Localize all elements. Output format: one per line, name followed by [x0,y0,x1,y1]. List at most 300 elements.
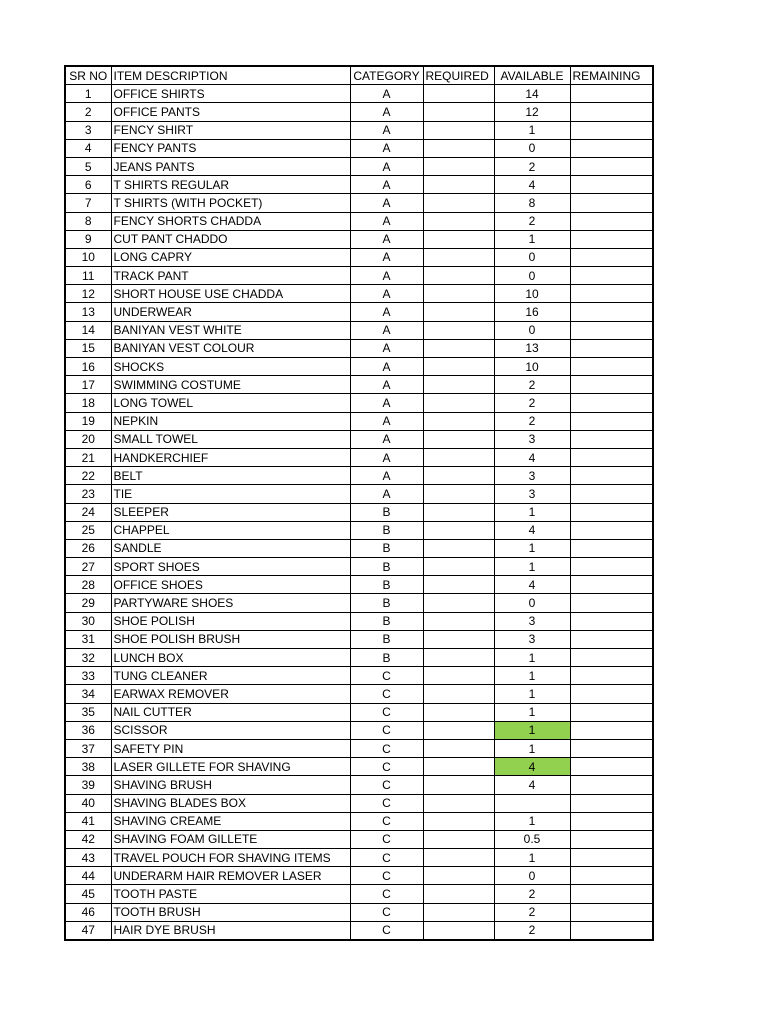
cell-sr-no[interactable]: 21 [65,448,111,466]
cell-available[interactable]: 14 [494,85,570,103]
cell-sr-no[interactable]: 25 [65,521,111,539]
cell-remaining[interactable] [570,794,653,812]
cell-category[interactable]: C [350,758,423,776]
cell-category[interactable]: A [350,430,423,448]
cell-item-description[interactable]: CHAPPEL [111,521,350,539]
cell-item-description[interactable]: TRACK PANT [111,267,350,285]
cell-remaining[interactable] [570,576,653,594]
cell-sr-no[interactable]: 40 [65,794,111,812]
cell-available[interactable]: 2 [494,903,570,921]
cell-sr-no[interactable]: 35 [65,703,111,721]
cell-remaining[interactable] [570,758,653,776]
cell-sr-no[interactable]: 22 [65,467,111,485]
cell-remaining[interactable] [570,849,653,867]
cell-item-description[interactable]: UNDERWEAR [111,303,350,321]
cell-remaining[interactable] [570,139,653,157]
cell-available[interactable]: 1 [494,558,570,576]
cell-remaining[interactable] [570,230,653,248]
cell-required[interactable] [423,394,494,412]
cell-category[interactable]: C [350,685,423,703]
cell-sr-no[interactable]: 8 [65,212,111,230]
cell-required[interactable] [423,467,494,485]
cell-required[interactable] [423,358,494,376]
cell-category[interactable]: C [350,739,423,757]
cell-required[interactable] [423,612,494,630]
cell-remaining[interactable] [570,303,653,321]
cell-item-description[interactable]: SWIMMING COSTUME [111,376,350,394]
cell-remaining[interactable] [570,194,653,212]
cell-available[interactable]: 3 [494,485,570,503]
cell-required[interactable] [423,176,494,194]
header-sr-no[interactable]: SR NO [65,66,111,85]
cell-required[interactable] [423,339,494,357]
cell-category[interactable]: C [350,794,423,812]
cell-remaining[interactable] [570,248,653,266]
cell-item-description[interactable]: SANDLE [111,539,350,557]
cell-available[interactable]: 2 [494,394,570,412]
cell-available[interactable]: 0 [494,139,570,157]
cell-item-description[interactable]: BANIYAN VEST COLOUR [111,339,350,357]
cell-required[interactable] [423,103,494,121]
header-row [65,66,653,85]
cell-available[interactable]: 3 [494,430,570,448]
cell-sr-no[interactable]: 15 [65,339,111,357]
cell-available[interactable]: 0 [494,321,570,339]
cell-item-description[interactable]: OFFICE SHIRTS [111,85,350,103]
cell-item-description[interactable]: SHOCKS [111,358,350,376]
cell-remaining[interactable] [570,739,653,757]
cell-available[interactable]: 3 [494,612,570,630]
cell-sr-no[interactable]: 11 [65,267,111,285]
cell-required[interactable] [423,376,494,394]
cell-item-description[interactable]: UNDERARM HAIR REMOVER LASER [111,867,350,885]
cell-sr-no[interactable]: 30 [65,612,111,630]
cell-available[interactable]: 1 [494,812,570,830]
cell-item-description[interactable]: SHAVING FOAM GILLETE [111,830,350,848]
cell-item-description[interactable]: FENCY SHIRT [111,121,350,139]
cell-available[interactable]: 10 [494,285,570,303]
cell-item-description[interactable]: EARWAX REMOVER [111,685,350,703]
cell-category[interactable]: A [350,103,423,121]
cell-category[interactable]: B [350,630,423,648]
cell-remaining[interactable] [570,885,653,903]
cell-remaining[interactable] [570,176,653,194]
cell-available[interactable]: 1 [494,721,570,739]
cell-remaining[interactable] [570,594,653,612]
cell-item-description[interactable]: NAIL CUTTER [111,703,350,721]
cell-required[interactable] [423,539,494,557]
cell-required[interactable] [423,921,494,940]
cell-remaining[interactable] [570,212,653,230]
cell-remaining[interactable] [570,430,653,448]
cell-available[interactable]: 1 [494,539,570,557]
cell-category[interactable]: A [350,176,423,194]
cell-available[interactable] [494,794,570,812]
header-category[interactable]: CATEGORY [350,66,423,85]
cell-sr-no[interactable]: 36 [65,721,111,739]
cell-remaining[interactable] [570,376,653,394]
cell-item-description[interactable]: SCISSOR [111,721,350,739]
cell-available[interactable]: 2 [494,376,570,394]
cell-required[interactable] [423,230,494,248]
cell-item-description[interactable]: JEANS PANTS [111,157,350,175]
cell-item-description[interactable]: LONG CAPRY [111,248,350,266]
cell-sr-no[interactable]: 12 [65,285,111,303]
cell-sr-no[interactable]: 19 [65,412,111,430]
cell-available[interactable]: 1 [494,703,570,721]
cell-remaining[interactable] [570,267,653,285]
cell-sr-no[interactable]: 41 [65,812,111,830]
cell-remaining[interactable] [570,776,653,794]
cell-item-description[interactable]: TRAVEL POUCH FOR SHAVING ITEMS [111,849,350,867]
cell-required[interactable] [423,248,494,266]
cell-category[interactable]: A [350,194,423,212]
cell-available[interactable]: 1 [494,649,570,667]
cell-required[interactable] [423,503,494,521]
cell-item-description[interactable]: NEPKIN [111,412,350,430]
cell-available[interactable]: 0 [494,248,570,266]
cell-required[interactable] [423,321,494,339]
cell-item-description[interactable]: TUNG CLEANER [111,667,350,685]
cell-item-description[interactable]: SHOE POLISH BRUSH [111,630,350,648]
cell-item-description[interactable]: HAIR DYE BRUSH [111,921,350,940]
cell-remaining[interactable] [570,85,653,103]
table-row [65,376,653,394]
cell-category[interactable]: A [350,485,423,503]
cell-sr-no[interactable]: 2 [65,103,111,121]
cell-item-description[interactable]: T SHIRTS (WITH POCKET) [111,194,350,212]
cell-sr-no[interactable]: 6 [65,176,111,194]
cell-category[interactable]: B [350,649,423,667]
header-remaining[interactable]: REMAINING [570,66,653,85]
cell-available[interactable]: 0 [494,867,570,885]
table-row [65,558,653,576]
cell-required[interactable] [423,576,494,594]
cell-sr-no[interactable]: 24 [65,503,111,521]
cell-required[interactable] [423,849,494,867]
table-row [65,885,653,903]
cell-item-description[interactable]: TOOTH PASTE [111,885,350,903]
cell-remaining[interactable] [570,612,653,630]
cell-available[interactable]: 13 [494,339,570,357]
cell-category[interactable]: C [350,903,423,921]
cell-remaining[interactable] [570,467,653,485]
cell-required[interactable] [423,303,494,321]
cell-category[interactable]: B [350,503,423,521]
cell-available[interactable]: 1 [494,685,570,703]
cell-sr-no[interactable]: 13 [65,303,111,321]
cell-sr-no[interactable]: 5 [65,157,111,175]
table-row [65,776,653,794]
cell-category[interactable]: A [350,285,423,303]
cell-category[interactable]: A [350,321,423,339]
cell-sr-no[interactable]: 29 [65,594,111,612]
cell-available[interactable]: 4 [494,448,570,466]
cell-category[interactable]: A [350,394,423,412]
cell-item-description[interactable]: CUT PANT CHADDO [111,230,350,248]
cell-item-description[interactable]: SHAVING BRUSH [111,776,350,794]
cell-category[interactable]: A [350,376,423,394]
table-row [65,448,653,466]
cell-remaining[interactable] [570,321,653,339]
cell-remaining[interactable] [570,921,653,940]
cell-sr-no[interactable]: 46 [65,903,111,921]
cell-sr-no[interactable]: 28 [65,576,111,594]
cell-available[interactable]: 1 [494,503,570,521]
cell-category[interactable]: A [350,339,423,357]
cell-available[interactable]: 2 [494,412,570,430]
cell-sr-no[interactable]: 45 [65,885,111,903]
cell-sr-no[interactable]: 27 [65,558,111,576]
cell-category[interactable]: A [350,139,423,157]
cell-remaining[interactable] [570,703,653,721]
table-row [65,630,653,648]
cell-required[interactable] [423,703,494,721]
cell-required[interactable] [423,212,494,230]
cell-remaining[interactable] [570,485,653,503]
cell-category[interactable]: A [350,85,423,103]
cell-required[interactable] [423,903,494,921]
header-item-description[interactable]: ITEM DESCRIPTION [111,66,350,85]
cell-category[interactable]: B [350,594,423,612]
cell-sr-no[interactable]: 33 [65,667,111,685]
cell-category[interactable]: C [350,849,423,867]
cell-required[interactable] [423,558,494,576]
cell-item-description[interactable]: SHAVING CREAME [111,812,350,830]
cell-category[interactable]: A [350,248,423,266]
cell-available[interactable]: 4 [494,576,570,594]
cell-sr-no[interactable]: 10 [65,248,111,266]
cell-required[interactable] [423,194,494,212]
cell-remaining[interactable] [570,412,653,430]
table-row [65,649,653,667]
cell-required[interactable] [423,85,494,103]
cell-sr-no[interactable]: 44 [65,867,111,885]
cell-sr-no[interactable]: 23 [65,485,111,503]
cell-item-description[interactable]: LASER GILLETE FOR SHAVING [111,758,350,776]
cell-category[interactable]: A [350,212,423,230]
cell-category[interactable]: B [350,576,423,594]
cell-item-description[interactable]: SMALL TOWEL [111,430,350,448]
cell-sr-no[interactable]: 37 [65,739,111,757]
cell-item-description[interactable]: LUNCH BOX [111,649,350,667]
cell-required[interactable] [423,649,494,667]
cell-category[interactable]: A [350,303,423,321]
cell-required[interactable] [423,121,494,139]
cell-item-description[interactable]: TOOTH BRUSH [111,903,350,921]
cell-sr-no[interactable]: 47 [65,921,111,940]
cell-required[interactable] [423,430,494,448]
cell-sr-no[interactable]: 16 [65,358,111,376]
cell-category[interactable]: C [350,830,423,848]
cell-required[interactable] [423,139,494,157]
cell-remaining[interactable] [570,667,653,685]
cell-available[interactable]: 2 [494,885,570,903]
cell-remaining[interactable] [570,157,653,175]
cell-category[interactable]: C [350,776,423,794]
cell-category[interactable]: C [350,721,423,739]
cell-remaining[interactable] [570,830,653,848]
cell-item-description[interactable]: LONG TOWEL [111,394,350,412]
cell-sr-no[interactable]: 1 [65,85,111,103]
cell-sr-no[interactable]: 20 [65,430,111,448]
cell-sr-no[interactable]: 18 [65,394,111,412]
cell-item-description[interactable]: BANIYAN VEST WHITE [111,321,350,339]
cell-remaining[interactable] [570,103,653,121]
cell-required[interactable] [423,739,494,757]
cell-item-description[interactable]: SAFETY PIN [111,739,350,757]
cell-available[interactable]: 4 [494,776,570,794]
cell-category[interactable]: A [350,467,423,485]
cell-item-description[interactable]: FENCY SHORTS CHADDA [111,212,350,230]
cell-sr-no[interactable]: 38 [65,758,111,776]
cell-category[interactable]: A [350,230,423,248]
cell-sr-no[interactable]: 17 [65,376,111,394]
cell-remaining[interactable] [570,630,653,648]
cell-available[interactable]: 2 [494,157,570,175]
cell-required[interactable] [423,685,494,703]
cell-required[interactable] [423,594,494,612]
cell-item-description[interactable]: PARTYWARE SHOES [111,594,350,612]
cell-item-description[interactable]: TIE [111,485,350,503]
cell-sr-no[interactable]: 31 [65,630,111,648]
cell-required[interactable] [423,830,494,848]
cell-available[interactable]: 3 [494,467,570,485]
cell-available[interactable]: 4 [494,521,570,539]
cell-item-description[interactable]: T SHIRTS REGULAR [111,176,350,194]
cell-available[interactable]: 1 [494,230,570,248]
cell-available[interactable]: 16 [494,303,570,321]
cell-required[interactable] [423,267,494,285]
cell-category[interactable]: B [350,612,423,630]
cell-item-description[interactable]: SLEEPER [111,503,350,521]
cell-required[interactable] [423,885,494,903]
table-row [65,303,653,321]
cell-available[interactable]: 1 [494,121,570,139]
cell-sr-no[interactable]: 9 [65,230,111,248]
cell-category[interactable]: B [350,539,423,557]
cell-remaining[interactable] [570,539,653,557]
cell-category[interactable]: A [350,267,423,285]
cell-item-description[interactable]: FENCY PANTS [111,139,350,157]
cell-required[interactable] [423,867,494,885]
cell-remaining[interactable] [570,685,653,703]
cell-sr-no[interactable]: 32 [65,649,111,667]
cell-category[interactable]: B [350,558,423,576]
cell-item-description[interactable]: HANDKERCHIEF [111,448,350,466]
cell-required[interactable] [423,630,494,648]
cell-category[interactable]: C [350,921,423,940]
cell-available[interactable]: 8 [494,194,570,212]
table-row [65,103,653,121]
cell-required[interactable] [423,758,494,776]
cell-category[interactable]: C [350,867,423,885]
cell-available[interactable]: 1 [494,739,570,757]
cell-required[interactable] [423,521,494,539]
cell-category[interactable]: A [350,121,423,139]
cell-category[interactable]: C [350,812,423,830]
cell-remaining[interactable] [570,867,653,885]
table-row [65,85,653,103]
cell-required[interactable] [423,448,494,466]
cell-item-description[interactable]: SPORT SHOES [111,558,350,576]
cell-item-description[interactable]: OFFICE SHOES [111,576,350,594]
cell-remaining[interactable] [570,394,653,412]
cell-available[interactable]: 1 [494,667,570,685]
cell-category[interactable]: B [350,521,423,539]
cell-sr-no[interactable]: 7 [65,194,111,212]
cell-available[interactable]: 12 [494,103,570,121]
cell-available[interactable]: 3 [494,630,570,648]
cell-sr-no[interactable]: 3 [65,121,111,139]
cell-available[interactable]: 10 [494,358,570,376]
cell-required[interactable] [423,812,494,830]
cell-remaining[interactable] [570,812,653,830]
cell-sr-no[interactable]: 26 [65,539,111,557]
cell-required[interactable] [423,776,494,794]
cell-category[interactable]: A [350,448,423,466]
cell-available[interactable]: 0.5 [494,830,570,848]
cell-required[interactable] [423,794,494,812]
cell-category[interactable]: A [350,157,423,175]
cell-available[interactable]: 4 [494,176,570,194]
cell-item-description[interactable]: SHORT HOUSE USE CHADDA [111,285,350,303]
cell-sr-no[interactable]: 34 [65,685,111,703]
cell-remaining[interactable] [570,121,653,139]
cell-available[interactable]: 2 [494,212,570,230]
cell-required[interactable] [423,285,494,303]
cell-category[interactable]: A [350,358,423,376]
cell-available[interactable]: 0 [494,267,570,285]
cell-sr-no[interactable]: 14 [65,321,111,339]
cell-remaining[interactable] [570,358,653,376]
cell-remaining[interactable] [570,503,653,521]
cell-sr-no[interactable]: 4 [65,139,111,157]
cell-available[interactable]: 0 [494,594,570,612]
cell-required[interactable] [423,157,494,175]
cell-item-description[interactable]: BELT [111,467,350,485]
header-required[interactable]: REQUIRED [423,66,494,85]
cell-item-description[interactable]: SHOE POLISH [111,612,350,630]
cell-remaining[interactable] [570,285,653,303]
table-row [65,758,653,776]
cell-sr-no[interactable]: 43 [65,849,111,867]
cell-sr-no[interactable]: 42 [65,830,111,848]
cell-category[interactable]: A [350,412,423,430]
cell-item-description[interactable]: SHAVING BLADES BOX [111,794,350,812]
cell-required[interactable] [423,485,494,503]
cell-remaining[interactable] [570,339,653,357]
cell-required[interactable] [423,412,494,430]
header-available[interactable]: AVAILABLE [494,66,570,85]
cell-category[interactable]: C [350,885,423,903]
cell-required[interactable] [423,667,494,685]
cell-sr-no[interactable]: 39 [65,776,111,794]
cell-available[interactable]: 1 [494,849,570,867]
cell-item-description[interactable]: OFFICE PANTS [111,103,350,121]
cell-available[interactable]: 2 [494,921,570,940]
cell-required[interactable] [423,721,494,739]
cell-remaining[interactable] [570,721,653,739]
cell-remaining[interactable] [570,558,653,576]
cell-category[interactable]: C [350,667,423,685]
cell-remaining[interactable] [570,649,653,667]
cell-remaining[interactable] [570,903,653,921]
cell-category[interactable]: C [350,703,423,721]
cell-available[interactable]: 4 [494,758,570,776]
cell-remaining[interactable] [570,448,653,466]
cell-remaining[interactable] [570,521,653,539]
